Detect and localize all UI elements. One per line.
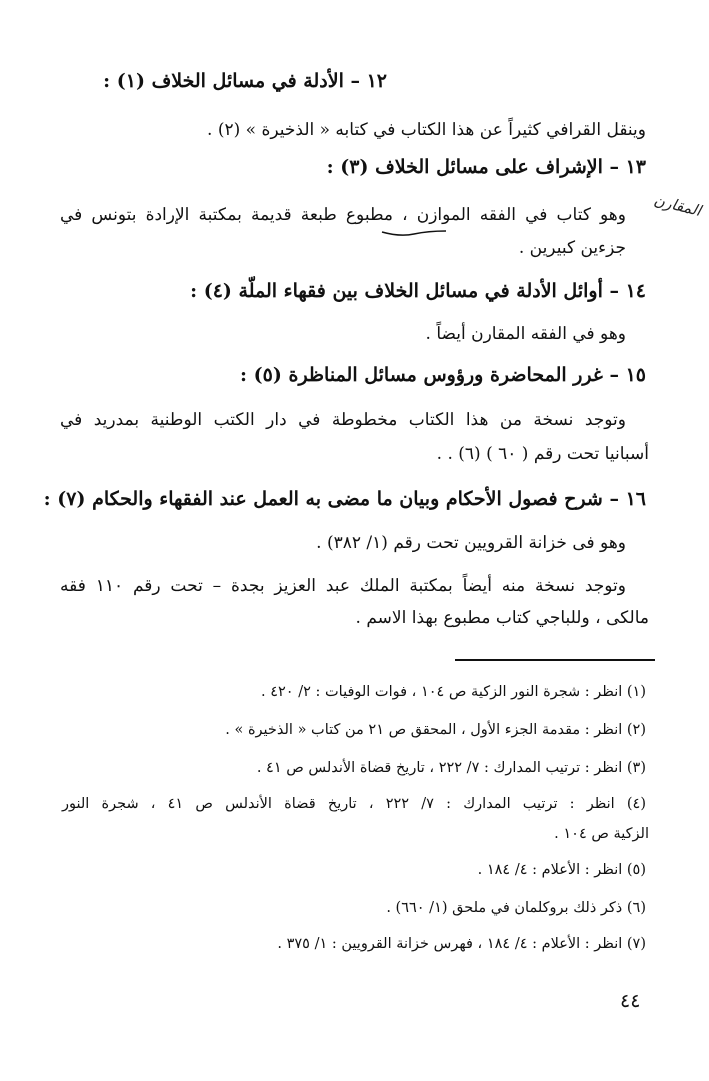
entry-13-text-line1: وهو كتاب في الفقه الموازن ، مطبوع طبعة قديمة بمكتبة الإرادة بتونس في — [60, 205, 626, 225]
entry-12-text: وينقل القرافي كثيراً عن هذا الكتاب في كتابه « الذخيرة » (٢) . — [207, 120, 646, 140]
entry-15-text-line2: أسبانيا تحت رقم ( ٦٠ ) (٦) . . — [436, 444, 649, 464]
entry-16-text-line3: مالكى ، وللباجي كتاب مطبوع بهذا الاسم . — [355, 608, 649, 628]
footnote-separator — [455, 659, 655, 661]
footnote-1: (١) انظر : شجرة النور الزكية ص ١٠٤ ، فوات الوفيات : ٢/ ٤٢٠ . — [261, 684, 646, 700]
footnote-4-line2: الزكية ص ١٠٤ . — [554, 826, 649, 842]
entry-15-heading: ١٥ – غرر المحاضرة ورؤوس مسائل المناظرة (٥) : — [240, 364, 646, 386]
entry-12-heading: ١٢ – الأدلة في مسائل الخلاف (١) : — [103, 70, 387, 92]
entry-16-heading: ١٦ – شرح فصول الأحكام وبيان ما مضى به العمل عند الفقهاء والحكام (٧) : — [43, 488, 646, 510]
footnote-6: (٦) ذكر ذلك بروكلمان في ملحق (١/ ٦٦٠) . — [386, 900, 646, 916]
page-number: ٤٤ — [620, 990, 641, 1012]
handwritten-margin-note: المقارن — [652, 190, 703, 220]
entry-15-text-line1: وتوجد نسخة من هذا الكتاب مخطوطة في دار الكتب الوطنية بمدريد في — [60, 410, 626, 430]
entry-16-text-line2: وتوجد نسخة منه أيضاً بمكتبة الملك عبد العزيز بجدة – تحت رقم ١١٠ فقه — [60, 576, 626, 596]
handwritten-underline — [380, 226, 448, 238]
footnote-2: (٢) انظر : مقدمة الجزء الأول ، المحقق ص ٢١ من كتاب « الذخيرة » . — [225, 722, 646, 738]
entry-14-heading: ١٤ – أوائل الأدلة في مسائل الخلاف بين فقهاء الملّة (٤) : — [190, 280, 646, 302]
entry-13-text-line2: جزءين كبيرين . — [518, 238, 626, 258]
footnote-3: (٣) انظر : ترتيب المدارك : ٧/ ٢٢٢ ، تاريخ قضاة الأندلس ص ٤١ . — [256, 760, 646, 776]
entry-13-heading: ١٣ – الإشراف على مسائل الخلاف (٣) : — [326, 156, 646, 178]
entry-16-text-line1: وهو فى خزانة القرويين تحت رقم (١/ ٣٨٢) . — [316, 533, 626, 553]
entry-14-text: وهو في الفقه المقارن أيضاً . — [425, 324, 626, 344]
footnote-5: (٥) انظر : الأعلام : ٤/ ١٨٤ . — [477, 862, 646, 878]
footnote-4-line1: (٤) انظر : ترتيب المدارك : ٧/ ٢٢٢ ، تاريخ قضاة الأندلس ص ٤١ ، شجرة النور — [62, 796, 646, 812]
footnote-7: (٧) انظر : الأعلام : ٤/ ١٨٤ ، فهرس خزانة القرويين : ١/ ٣٧٥ . — [277, 936, 646, 952]
